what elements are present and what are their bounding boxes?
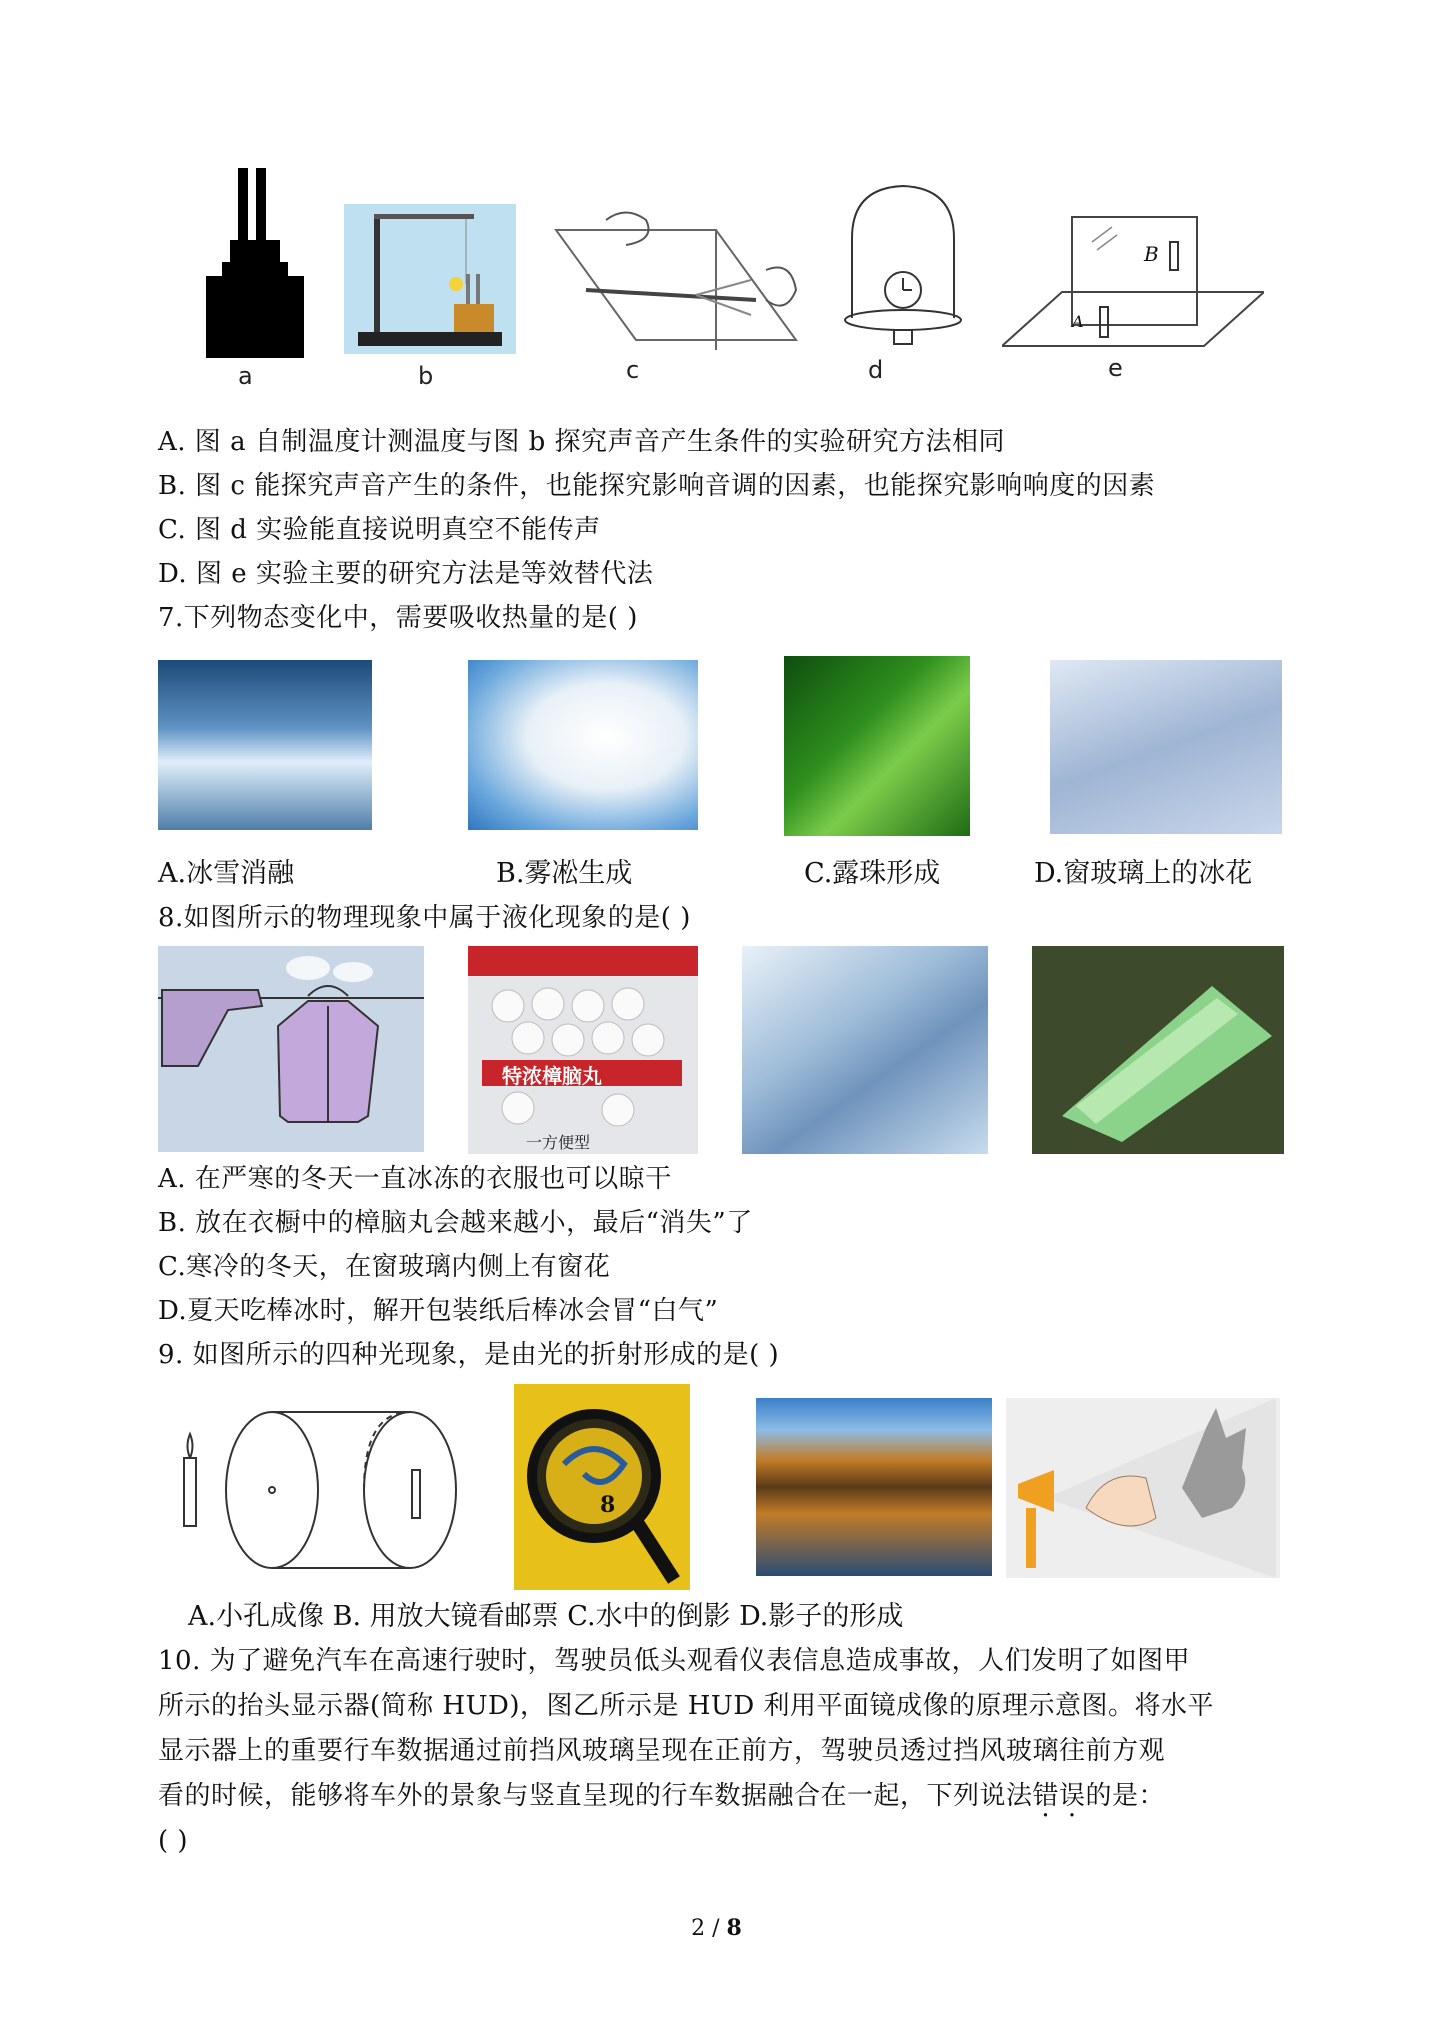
q6-option-b: B. 图 c 能探究声音产生的条件，也能探究影响音调的因素，也能探究影响响度的因素 — [158, 471, 1156, 501]
q7-option-c: C.露珠形成 — [804, 858, 941, 889]
page-total: 8 — [726, 1915, 742, 1941]
mirror-label-a: A — [1072, 312, 1084, 331]
q7-option-a: A.冰雪消融 — [158, 858, 295, 889]
figure-label-a: a — [238, 362, 253, 390]
figure-e-plane-mirror — [1002, 212, 1264, 348]
camphor-package-type: 一方便型 — [526, 1133, 591, 1152]
diagram-pinhole-camera — [172, 1406, 464, 1574]
q8-stem: 8.如图所示的物理现象中属于液化现象的是( ) — [158, 903, 691, 933]
figure-label-e: e — [1108, 354, 1123, 382]
q10-line-3: 显示器上的重要行车数据通过前挡风玻璃呈现在正前方，驾驶员透过挡风玻璃往前方观 — [158, 1736, 1166, 1766]
photo-window-frost — [1050, 660, 1282, 834]
q7-option-b: B.雾凇生成 — [496, 858, 633, 889]
q8-option-c: C.寒冷的冬天，在窗玻璃内侧上有窗花 — [158, 1252, 611, 1282]
q10-answer-blank: ( ) — [158, 1826, 189, 1856]
camphor-package-name: 特浓樟脑丸 — [502, 1064, 602, 1088]
photo-rime-tree — [468, 660, 698, 830]
q6-option-a: A. 图 a 自制温度计测温度与图 b 探究声音产生条件的实验研究方法相同 — [158, 427, 1006, 457]
photo-dew-drops — [784, 656, 970, 836]
figure-b-tuning-fork — [344, 204, 516, 354]
figure-label-b: b — [418, 362, 434, 390]
q10-line-4-text: 看的时候，能够将车外的景象与竖直呈现的行车数据融合在一起，下列说法 — [158, 1781, 1033, 1811]
figure-label-d: d — [868, 356, 884, 384]
page-current: 2 / — [691, 1916, 727, 1941]
photo-camphor-balls — [468, 946, 698, 1154]
q8-option-b: B. 放在衣橱中的樟脑丸会越来越小，最后“消失”了 — [158, 1208, 753, 1238]
photo-magnifier-stamp — [514, 1384, 690, 1590]
photo-popsicle — [1032, 946, 1284, 1154]
stamp-value: 8 — [600, 1492, 616, 1518]
photo-frost-pattern — [742, 946, 988, 1154]
figure-a-thermometer — [200, 168, 310, 358]
figure-c-ruler-on-table — [546, 200, 816, 350]
q8-option-d: D.夏天吃棒冰时，解开包装纸后棒冰会冒“白气” — [158, 1296, 719, 1326]
q10-emphasis-char-1: 错 — [1032, 1781, 1060, 1811]
q10-line-4 — [158, 1779, 1165, 1813]
mirror-label-b: B — [1144, 242, 1159, 266]
figure-d-bell-jar — [842, 178, 964, 348]
q10-emphasis-char-2: 误 — [1059, 1781, 1086, 1811]
q9-stem: 9. 如图所示的四种光现象，是由光的折射形成的是( ) — [158, 1340, 780, 1370]
illustration-hand-shadow — [1006, 1398, 1280, 1578]
q10-line-4-end: 的是： — [1085, 1781, 1166, 1811]
figure-label-c: c — [626, 356, 640, 384]
page-number — [0, 1915, 1433, 1941]
q10-line-2: 所示的抬头显示器(简称 HUD)，图乙所示是 HUD 利用平面镜成像的原理示意图。将水平 — [158, 1691, 1214, 1721]
photo-water-reflection — [756, 1398, 992, 1576]
photo-ice-melting — [158, 660, 372, 830]
q6-option-c: C. 图 d 实验能直接说明真空不能传声 — [158, 515, 601, 545]
q7-option-d: D.窗玻璃上的冰花 — [1034, 858, 1253, 889]
q6-option-d: D. 图 e 实验主要的研究方法是等效替代法 — [158, 559, 654, 589]
q10-line-1: 10. 为了避免汽车在高速行驶时，驾驶员低头观看仪表信息造成事故，人们发明了如图甲 — [158, 1646, 1191, 1676]
q8-option-a: A. 在严寒的冬天一直冰冻的衣服也可以晾干 — [158, 1164, 672, 1194]
q7-stem: 7.下列物态变化中，需要吸收热量的是( ) — [158, 603, 638, 633]
q9-options: A.小孔成像 B. 用放大镜看邮票 C.水中的倒影 D.影子的形成 — [188, 1601, 904, 1632]
illustration-frozen-clothes — [158, 946, 424, 1152]
